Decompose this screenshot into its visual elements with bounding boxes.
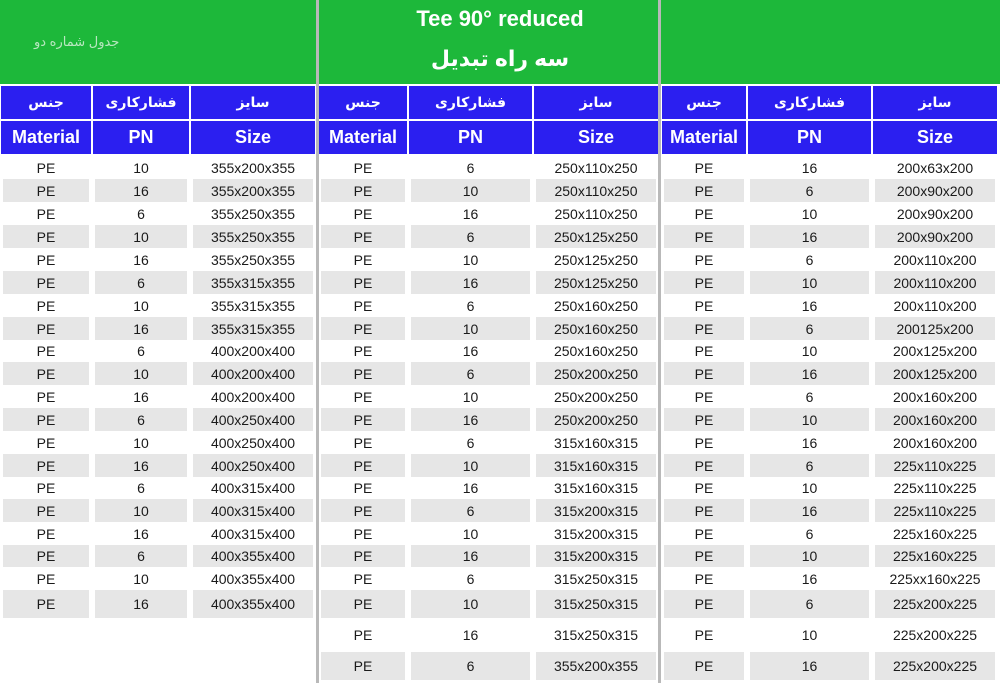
table-cell-material: PE — [3, 408, 89, 431]
table-cell-size: 400x315x400 — [193, 499, 313, 522]
table-cell-size: 355x315x355 — [193, 317, 313, 340]
table-cell-size: 250x160x250 — [553, 297, 639, 314]
table-cell-size: 250x160x250 — [536, 317, 656, 340]
table-cell-size: 355x200x355 — [210, 159, 296, 176]
table-cell-material: PE — [353, 297, 373, 314]
table-cell-material: PE — [3, 454, 89, 477]
table-cell-material: PE — [664, 454, 744, 477]
table-cell-material: PE — [664, 225, 744, 248]
table-cell-pn: 10 — [95, 362, 187, 385]
table-cell-material: PE — [353, 627, 373, 643]
table-cell-size: 400x200x400 — [210, 343, 296, 359]
table-cell-material: PE — [694, 251, 714, 268]
table-cell-material: PE — [321, 362, 405, 385]
table-cell-size: 225x110x225 — [893, 480, 977, 496]
table-cell-size: 315x250x315 — [536, 590, 656, 618]
table-cell-size: 250x200x250 — [553, 388, 639, 405]
table-cell-size: 400x315x400 — [210, 480, 296, 496]
table-cell-pn: 10 — [801, 343, 818, 359]
column-header-pn-fa: فشارکاری — [747, 85, 872, 120]
table-cell-material: PE — [353, 205, 373, 222]
table-cell-size: 355x200x355 — [536, 652, 656, 680]
table-cell-pn: 6 — [750, 179, 869, 202]
table-cell-size: 200x90x200 — [896, 205, 974, 222]
table-cell-material: PE — [694, 343, 714, 359]
table-cell-size: 250x110x250 — [554, 205, 638, 222]
table-cell-pn: 16 — [411, 545, 530, 567]
table-cell-size: 225x200x225 — [875, 590, 995, 618]
table-cell-material: PE — [664, 408, 744, 431]
table-cell-pn: 6 — [411, 225, 530, 248]
table-cell-pn: 10 — [95, 499, 187, 522]
table-cell-material: PE — [3, 179, 89, 202]
table-cell-material: PE — [321, 317, 405, 340]
table-cell-pn: 10 — [801, 205, 818, 222]
table-cell-material: PE — [36, 159, 56, 176]
table-cell-material: PE — [321, 271, 405, 294]
table-cell-pn: 10 — [750, 408, 869, 431]
table-cell-pn: 10 — [411, 454, 530, 477]
table-cell-material: PE — [36, 297, 56, 314]
table-cell-material: PE — [353, 159, 373, 176]
table-cell-size: 400x355x400 — [210, 570, 296, 587]
table-cell-size: 250x125x250 — [536, 225, 656, 248]
table-cell-pn: 16 — [462, 205, 479, 222]
table-cell-size: 400x355x400 — [193, 590, 313, 618]
table-cell-material: PE — [3, 317, 89, 340]
table-cell-pn: 6 — [466, 297, 475, 314]
table-cell-material: PE — [353, 251, 373, 268]
table-cell-pn: 6 — [137, 480, 145, 496]
table-cell-pn: 10 — [411, 317, 530, 340]
table-cell-size: 315x160x315 — [553, 480, 639, 496]
table-cell-material: PE — [36, 434, 56, 451]
table-cell-pn: 6 — [95, 408, 187, 431]
table-cell-size: 355x315x355 — [193, 271, 313, 294]
table-cell-size: 225x160x225 — [892, 525, 978, 542]
table-cell-size: 200x125x200 — [892, 343, 978, 359]
table-cell-pn: 16 — [95, 179, 187, 202]
table-cell-size: 200x160x200 — [875, 408, 995, 431]
table-cell-size: 200x110x200 — [893, 297, 977, 314]
table-cell-material: PE — [3, 225, 89, 248]
table-cell-material: PE — [694, 570, 714, 587]
column-header-size-fa: سایز — [872, 85, 998, 120]
table-cell-material: PE — [664, 362, 744, 385]
table-cell-size: 250x110x250 — [536, 179, 656, 202]
table-cell-pn: 10 — [411, 590, 530, 618]
table-cell-pn: 16 — [750, 499, 869, 522]
table-cell-material: PE — [321, 179, 405, 202]
table-cell-size: 250x200x250 — [536, 408, 656, 431]
table-cell-pn: 16 — [95, 317, 187, 340]
table-cell-size: 200x160x200 — [892, 388, 978, 405]
table-cell-size: 400x250x400 — [210, 434, 296, 451]
table-cell-pn: 6 — [466, 434, 475, 451]
table-cell-material: PE — [694, 434, 714, 451]
table-cell-pn: 10 — [133, 297, 149, 314]
column-header-size-en: Size — [190, 120, 316, 155]
table-cell-pn: 16 — [801, 159, 818, 176]
table-cell-pn: 16 — [133, 388, 149, 405]
column-header-size-en: Size — [533, 120, 659, 155]
table-cell-size: 200x110x200 — [893, 251, 977, 268]
table-cell-pn: 16 — [750, 225, 869, 248]
table-cell-material: PE — [353, 570, 373, 587]
table-cell-size: 250x125x250 — [536, 271, 656, 294]
table-cell-material: PE — [353, 434, 373, 451]
table-cell-pn: 10 — [133, 570, 149, 587]
table-cell-size: 200x160x200 — [892, 434, 978, 451]
table-cell-pn: 6 — [466, 159, 475, 176]
table-cell-material: PE — [664, 317, 744, 340]
table-cell-material: PE — [321, 652, 405, 680]
table-cell-pn: 16 — [133, 525, 149, 542]
table-cell-material: PE — [321, 499, 405, 522]
table-cell-material: PE — [321, 454, 405, 477]
table-cell-pn: 6 — [95, 271, 187, 294]
table-cell-material: PE — [36, 343, 56, 359]
table-cell-pn: 16 — [95, 454, 187, 477]
table-cell-material: PE — [353, 343, 373, 359]
table-cell-size: 355x250x355 — [193, 225, 313, 248]
table-cell-pn: 6 — [95, 545, 187, 567]
table-cell-pn: 10 — [801, 627, 818, 643]
table-cell-material: PE — [321, 590, 405, 618]
column-header-material-fa: جنس — [661, 85, 747, 120]
table-cell-pn: 10 — [801, 480, 818, 496]
column-header-size-fa: سایز — [190, 85, 316, 120]
table-cell-size: 200x90x200 — [875, 225, 995, 248]
table-number-label: جدول شماره دو — [34, 34, 120, 49]
table-cell-material: PE — [664, 652, 744, 680]
table-cell-pn: 10 — [750, 271, 869, 294]
table-cell-pn: 16 — [462, 627, 479, 643]
block-separator — [316, 0, 319, 683]
block-separator — [658, 0, 661, 683]
table-cell-material: PE — [694, 205, 714, 222]
table-cell-pn: 16 — [133, 251, 149, 268]
table-cell-material: PE — [664, 499, 744, 522]
column-header-size-en: Size — [872, 120, 998, 155]
table-cell-pn: 6 — [805, 388, 814, 405]
table-cell-material: PE — [36, 205, 56, 222]
table-cell-material: PE — [664, 545, 744, 567]
table-cell-pn: 6 — [750, 454, 869, 477]
table-cell-pn: 10 — [462, 388, 479, 405]
table-cell-size: 400x250x400 — [193, 408, 313, 431]
table-cell-pn: 10 — [462, 525, 479, 542]
table-cell-size: 200125x200 — [875, 317, 995, 340]
table-cell-material: PE — [3, 499, 89, 522]
table-cell-pn: 16 — [750, 652, 869, 680]
table-cell-pn: 16 — [801, 434, 818, 451]
table-cell-size: 400x355x400 — [193, 545, 313, 567]
table-cell-pn: 10 — [133, 434, 149, 451]
table-cell-material: PE — [321, 545, 405, 567]
table-cell-material: PE — [36, 525, 56, 542]
table-cell-pn: 16 — [411, 408, 530, 431]
table-cell-size: 200x90x200 — [875, 179, 995, 202]
table-cell-pn: 10 — [95, 225, 187, 248]
table-cell-size: 400x315x400 — [210, 525, 296, 542]
table-cell-material: PE — [694, 627, 714, 643]
table-cell-size: 225x110x225 — [875, 499, 995, 522]
table-cell-size: 225xx160x225 — [889, 570, 981, 587]
page-subtitle: سه راه تبدیل — [430, 46, 570, 71]
column-header-pn-fa: فشارکاری — [408, 85, 533, 120]
table-cell-pn: 6 — [411, 362, 530, 385]
table-cell-pn: 6 — [137, 343, 145, 359]
table-cell-material: PE — [694, 525, 714, 542]
table-cell-material: PE — [694, 480, 714, 496]
table-cell-material: PE — [694, 388, 714, 405]
column-header-pn-fa: فشارکاری — [92, 85, 190, 120]
table-cell-size: 315x200x315 — [536, 499, 656, 522]
table-cell-size: 315x200x315 — [553, 525, 639, 542]
table-cell-size: 250x200x250 — [536, 362, 656, 385]
table-cell-material: PE — [353, 480, 373, 496]
table-cell-material: PE — [36, 388, 56, 405]
table-cell-material: PE — [664, 271, 744, 294]
table-cell-pn: 16 — [801, 297, 818, 314]
table-cell-size: 315x200x315 — [536, 545, 656, 567]
column-header-material-en: Material — [661, 120, 747, 155]
table-cell-material: PE — [321, 408, 405, 431]
column-header-material-fa: جنس — [318, 85, 408, 120]
table-cell-size: 355x250x355 — [210, 251, 296, 268]
table-cell-material: PE — [694, 297, 714, 314]
table-cell-size: 250x160x250 — [553, 343, 639, 359]
column-header-material-en: Material — [0, 120, 92, 155]
table-cell-pn: 6 — [466, 570, 475, 587]
table-cell-material: PE — [3, 590, 89, 618]
table-cell-pn: 6 — [805, 525, 814, 542]
table-cell-material: PE — [3, 545, 89, 567]
table-cell-pn: 6 — [805, 251, 814, 268]
table-cell-pn: 16 — [801, 570, 818, 587]
title-banner — [0, 0, 1000, 84]
table-cell-size: 200x110x200 — [875, 271, 995, 294]
table-cell-size: 400x250x400 — [193, 454, 313, 477]
table-cell-pn: 16 — [411, 271, 530, 294]
column-header-pn-en: PN — [747, 120, 872, 155]
table-cell-material: PE — [3, 271, 89, 294]
column-header-material-en: Material — [318, 120, 408, 155]
column-header-pn-en: PN — [92, 120, 190, 155]
table-cell-material: PE — [3, 362, 89, 385]
table-cell-size: 225x200x225 — [892, 627, 978, 643]
table-cell-material: PE — [664, 590, 744, 618]
table-cell-size: 225x160x225 — [875, 545, 995, 567]
table-cell-material: PE — [36, 480, 56, 496]
table-cell-pn: 6 — [750, 317, 869, 340]
table-cell-pn: 16 — [95, 590, 187, 618]
table-cell-material: PE — [694, 159, 714, 176]
table-cell-pn: 6 — [411, 499, 530, 522]
table-cell-size: 315x250x315 — [553, 627, 639, 643]
table-cell-size: 315x160x315 — [536, 454, 656, 477]
table-cell-pn: 16 — [750, 362, 869, 385]
table-cell-pn: 6 — [411, 652, 530, 680]
table-cell-pn: 10 — [411, 179, 530, 202]
column-header-material-fa: جنس — [0, 85, 92, 120]
table-cell-material: PE — [353, 525, 373, 542]
table-cell-size: 400x200x400 — [193, 362, 313, 385]
table-cell-pn: 6 — [750, 590, 869, 618]
table-cell-size: 315x160x315 — [553, 434, 639, 451]
table-cell-size: 225x200x225 — [875, 652, 995, 680]
table-cell-size: 200x125x200 — [875, 362, 995, 385]
table-cell-material: PE — [353, 388, 373, 405]
table-cell-size: 315x250x315 — [553, 570, 639, 587]
table-cell-material: PE — [664, 179, 744, 202]
table-cell-material: PE — [36, 570, 56, 587]
table-cell-size: 250x110x250 — [554, 159, 638, 176]
table-cell-material: PE — [321, 225, 405, 248]
table-cell-size: 400x200x400 — [210, 388, 296, 405]
table-cell-size: 355x315x355 — [210, 297, 296, 314]
table-cell-pn: 10 — [750, 545, 869, 567]
table-cell-material: PE — [36, 251, 56, 268]
table-cell-pn: 16 — [462, 480, 479, 496]
table-cell-size: 250x125x250 — [553, 251, 639, 268]
table-cell-size: 355x200x355 — [193, 179, 313, 202]
table-cell-size: 200x63x200 — [896, 159, 974, 176]
table-cell-size: 225x110x225 — [875, 454, 995, 477]
table-cell-size: 355x250x355 — [210, 205, 296, 222]
column-header-size-fa: سایز — [533, 85, 659, 120]
column-header-pn-en: PN — [408, 120, 533, 155]
table-cell-pn: 16 — [462, 343, 479, 359]
page-title: Tee 90° reduced — [416, 6, 584, 31]
table-cell-pn: 10 — [133, 159, 149, 176]
table-cell-pn: 6 — [137, 205, 145, 222]
table-cell-pn: 10 — [462, 251, 479, 268]
